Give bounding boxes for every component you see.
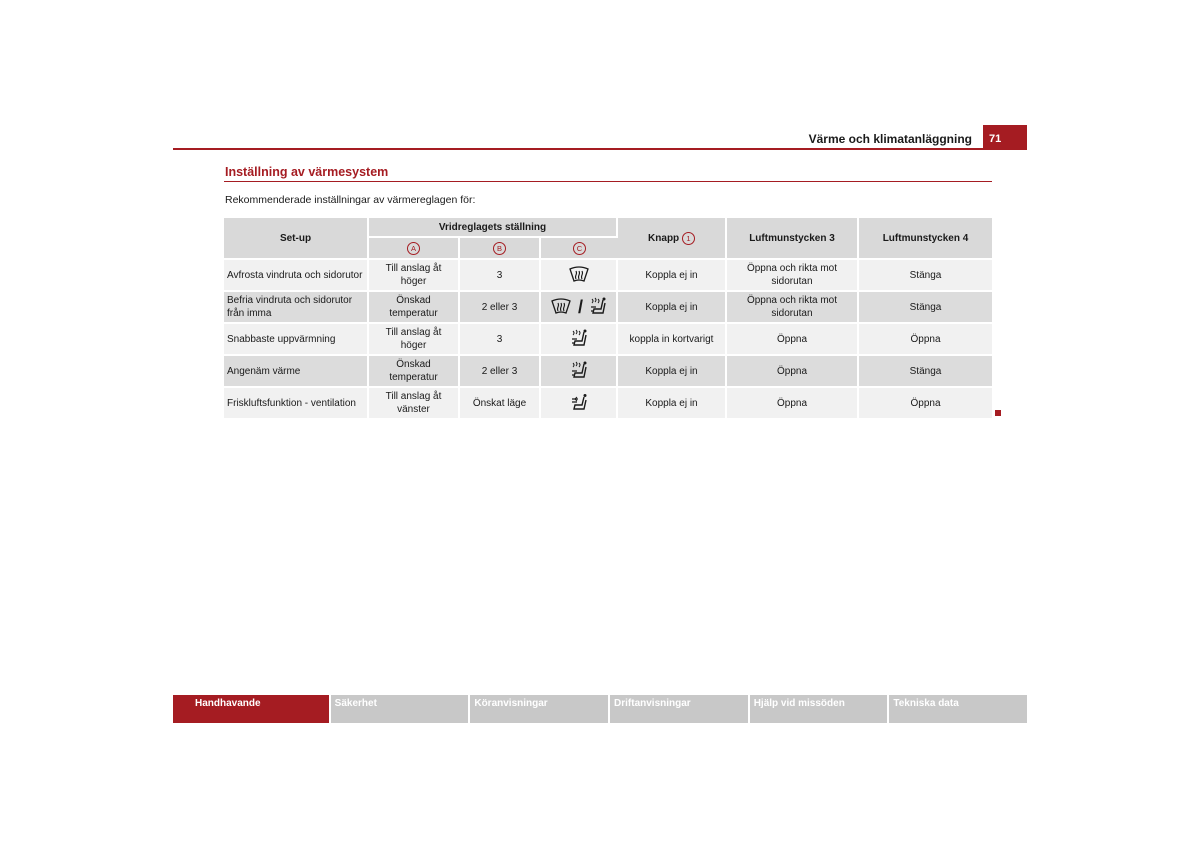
page-number: 71 <box>983 125 1027 149</box>
cell-knob-c <box>541 260 618 292</box>
cell-knob-a: Till anslag åt höger <box>369 260 460 292</box>
face-airflow-icon <box>570 398 588 409</box>
windshield-defrost-icon <box>550 302 575 313</box>
cell-vent4: Öppna <box>859 388 992 420</box>
button-ref-circle: 1 <box>682 232 695 245</box>
seat-airflow-icon <box>570 334 588 345</box>
col-header-knob-c <box>541 238 618 260</box>
cell-knob-c <box>541 292 618 324</box>
table-row <box>224 356 992 388</box>
cell-vent3: Öppna <box>727 324 859 356</box>
knob-b-circle: B <box>493 242 506 255</box>
cell-vent4: Stänga <box>859 292 992 324</box>
cell-knob-c <box>541 388 618 420</box>
cell-knob-b: 3 <box>460 260 541 292</box>
knob-a-circle: A <box>407 242 420 255</box>
seat-airflow-icon <box>589 302 607 313</box>
cell-vent3: Öppna och rikta mot sidorutan <box>727 260 859 292</box>
cell-button: Koppla ej in <box>618 388 727 420</box>
seat-airflow-icon <box>570 366 588 377</box>
tab-hjalp-vid-missoden[interactable]: Hjälp vid missöden <box>750 695 888 723</box>
cell-knob-a: Önskad temperatur <box>369 356 460 388</box>
col-header-knob-a <box>369 238 460 260</box>
section-rule <box>224 181 992 182</box>
section-end-marker <box>995 410 1001 416</box>
cell-setup: Friskluftsfunktion - ventilation <box>224 388 369 420</box>
col-header-setup: Set-up <box>224 218 369 260</box>
cell-knob-b: 3 <box>460 324 541 356</box>
table-row <box>224 292 992 324</box>
cell-button: Koppla ej in <box>618 292 727 324</box>
col-header-vent4: Luftmunstycken 4 <box>859 218 992 260</box>
cell-vent3: Öppna <box>727 356 859 388</box>
running-header-title: Värme och klimatanläggning <box>808 132 972 146</box>
cell-setup: Avfrosta vindruta och sidorutor <box>224 260 369 292</box>
cell-knob-a: Till anslag åt vänster <box>369 388 460 420</box>
cell-setup: Befria vindruta och sidorutor från imma <box>224 292 369 324</box>
cell-vent3: Öppna <box>727 388 859 420</box>
tab-tekniska-data[interactable]: Tekniska data <box>889 695 1027 723</box>
col-header-knob-b <box>460 238 541 260</box>
cell-vent4: Stänga <box>859 356 992 388</box>
windshield-defrost-icon <box>568 270 590 281</box>
cell-knob-c <box>541 324 618 356</box>
cell-knob-b: 2 eller 3 <box>460 292 541 324</box>
cell-button: Koppla ej in <box>618 356 727 388</box>
table-row <box>224 260 992 292</box>
table-row <box>224 388 992 420</box>
slash-separator: / <box>577 296 583 317</box>
cell-knob-a: Till anslag åt höger <box>369 324 460 356</box>
col-header-knob-position: Vridreglagets ställning <box>369 218 618 238</box>
tab-koranvisningar[interactable]: Köranvisningar <box>470 695 608 723</box>
header-rule <box>173 148 1027 150</box>
heating-settings-table <box>224 218 992 420</box>
cell-knob-c <box>541 356 618 388</box>
cell-setup: Angenäm värme <box>224 356 369 388</box>
cell-setup: Snabbaste uppvärmning <box>224 324 369 356</box>
tab-driftanvisningar[interactable]: Driftanvisningar <box>610 695 748 723</box>
table-row <box>224 324 992 356</box>
cell-button: Koppla ej in <box>618 260 727 292</box>
cell-button: koppla in kortvarigt <box>618 324 727 356</box>
col-header-button <box>618 218 727 260</box>
cell-vent3: Öppna och rikta mot sidorutan <box>727 292 859 324</box>
tab-handhavande[interactable]: Handhavande <box>173 695 329 723</box>
cell-vent4: Öppna <box>859 324 992 356</box>
cell-knob-b: 2 eller 3 <box>460 356 541 388</box>
knob-c-circle: C <box>573 242 586 255</box>
footer-chapter-tabs <box>173 695 1027 723</box>
intro-text: Rekommenderade inställningar av värmereglagen för: <box>225 194 476 206</box>
section-title: Inställning av värmesystem <box>225 165 389 179</box>
tab-sakerhet[interactable]: Säkerhet <box>331 695 469 723</box>
cell-vent4: Stänga <box>859 260 992 292</box>
cell-knob-b: Önskat läge <box>460 388 541 420</box>
button-label: Knapp <box>648 232 680 244</box>
cell-knob-a: Önskad temperatur <box>369 292 460 324</box>
col-header-vent3: Luftmunstycken 3 <box>727 218 859 260</box>
